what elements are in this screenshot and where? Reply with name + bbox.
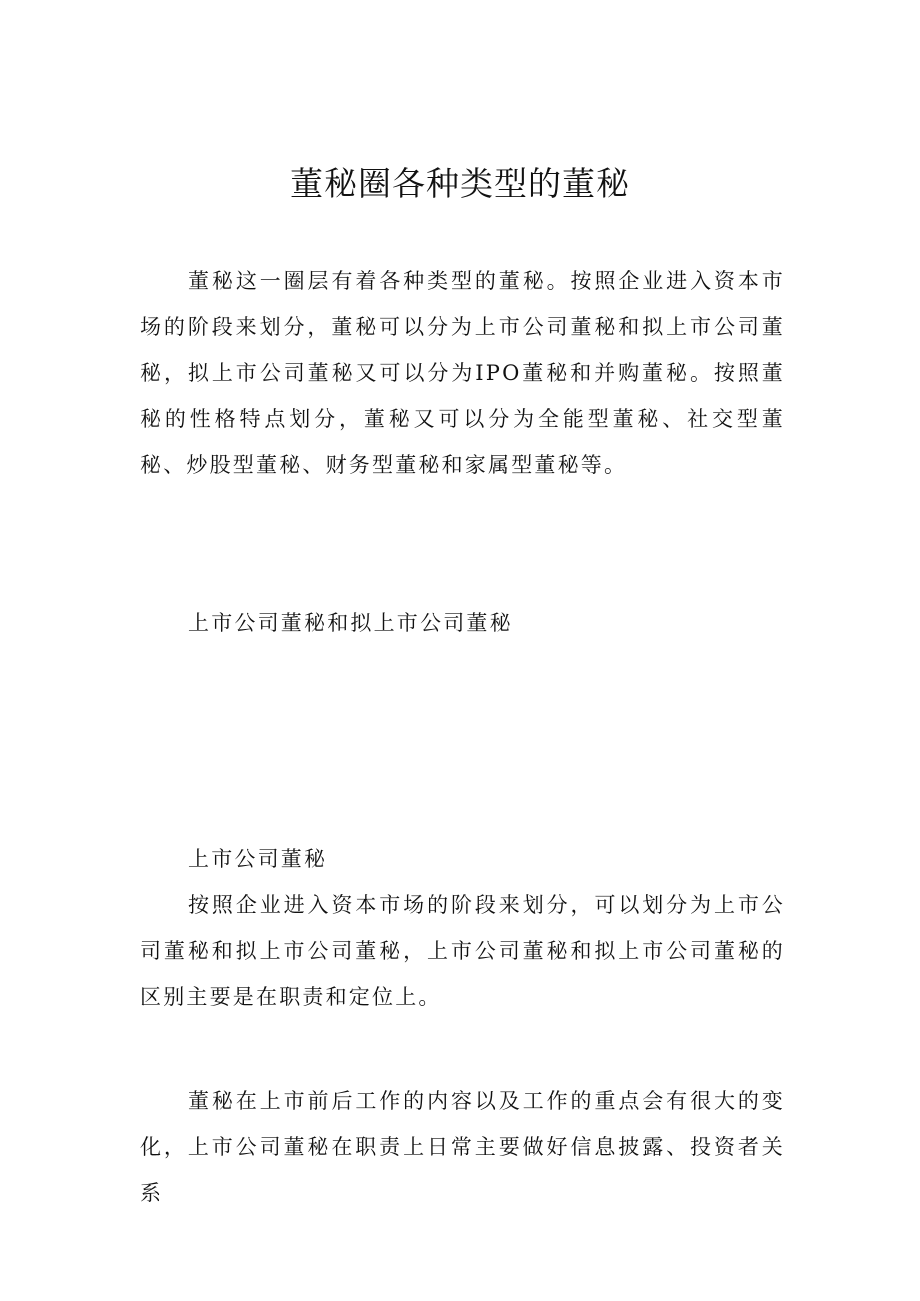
body-paragraph-1: 按照企业进入资本市场的阶段来划分，可以划分为上市公司董秘和拟上市公司董秘，上市公司董秘和拟上市公司董秘的区别主要是在职责和定位上。 — [140, 893, 785, 1009]
intro-paragraph: 董秘这一圈层有着各种类型的董秘。按照企业进入资本市场的阶段来划分，董秘可以分为上市公司董秘和拟上市公司董秘，拟上市公司董秘又可以分为IPO董秘和并购董秘。按照董秘的性格特点划分，董秘又可以分为全能型董秘、社交型董秘、炒股型董秘、财务型董秘和家属型董秘等。 — [140, 269, 785, 477]
body-paragraph-2: 董秘在上市前后工作的内容以及工作的重点会有很大的变化，上市公司董秘在职责上日常主要做好信息披露、投资者关系 — [140, 1089, 785, 1205]
document-title: 董秘圈各种类型的董秘 — [290, 164, 630, 203]
subsection-heading: 上市公司董秘 — [188, 847, 328, 871]
section-heading: 上市公司董秘和拟上市公司董秘 — [188, 611, 513, 635]
